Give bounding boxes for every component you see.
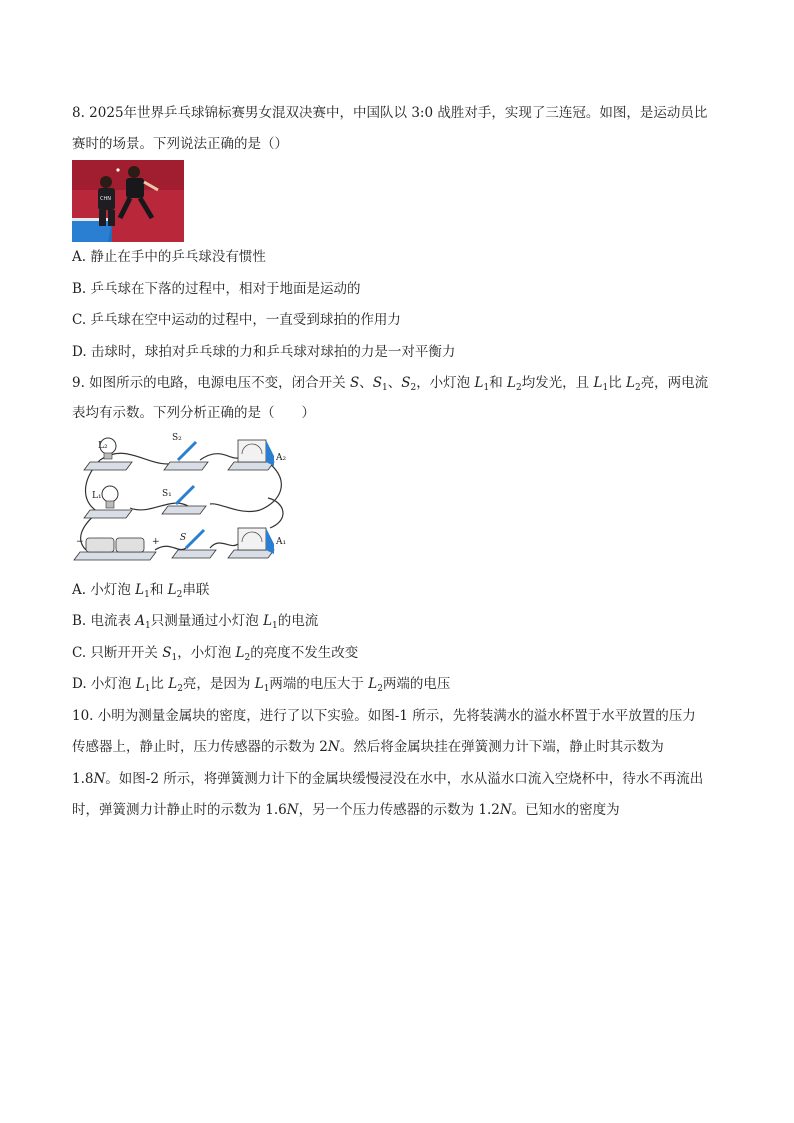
q10-line2: 传感器上，静止时，压力传感器的示数为 2N。然后将金属块挂在弹簧测力计下端，静止时其示数为 xyxy=(72,739,664,755)
label-plus: + xyxy=(152,537,160,547)
q9-option-b: B. 电流表 $A_1$只测量通过小灯泡 $L_1$的电流 xyxy=(72,613,319,631)
q8-table-tennis-photo xyxy=(72,160,184,242)
label-A2: A₂ xyxy=(276,453,287,463)
q9-circuit-diagram xyxy=(70,432,300,562)
label-L1: L₁ xyxy=(92,491,102,501)
label-S2: S₂ xyxy=(172,433,182,443)
q9-option-a: A. 小灯泡 $L_1$和 $L_2$串联 xyxy=(72,582,210,600)
label-S: S xyxy=(180,533,187,543)
label-S1: S₁ xyxy=(162,489,172,499)
q10-line1: 10. 小明为测量金属块的密度，进行了以下实验。如图-1 所示，先将装满水的溢水杯置于水平放置的压力 xyxy=(72,708,696,724)
q8-option-b: B. 乒乓球在下落的过程中，相对于地面是运动的 xyxy=(72,281,361,297)
q10-line3: 1.8N。如图-2 所示，将弹簧测力计下的金属块缓慢浸没在水中，水从溢水口流入空烧杯中，待水不再流出 xyxy=(72,771,704,787)
q9-stem-line2: 表均有示数。下列分析正确的是（ ） xyxy=(72,405,315,421)
q8-stem-line2: 赛时的场景。下列说法正确的是（） xyxy=(72,136,288,152)
q8-jersey-text: CHN xyxy=(100,196,111,202)
q8-option-d: D. 击球时，球拍对乒乓球的力和乒乓球对球拍的力是一对平衡力 xyxy=(72,344,456,360)
q10-line4: 时，弹簧测力计静止时的示数为 1.6N，另一个压力传感器的示数为 1.2N。已知水的密度为 xyxy=(72,802,620,818)
label-A1: A₁ xyxy=(276,537,287,547)
q8-stem-line1: 8. 2025年世界乒乓球锦标赛男女混双决赛中，中国队以 3:0 战胜对手，实现了三连冠。如图，是运动员比 xyxy=(72,105,708,121)
label-minus: − xyxy=(76,537,84,547)
q9-option-c: C. 只断开开关 $S_1$，小灯泡 $L_2$的亮度不发生改变 xyxy=(72,645,359,663)
label-L2: L₂ xyxy=(98,441,108,451)
q9-stem-line1: 9. 如图所示的电路，电源电压不变，闭合开关 S、$S_1$、$S_2$，小灯泡 $L_1$和 $L_2$均发光，且 $L_1$比 $L_2$亮，两电流 xyxy=(72,375,709,393)
q8-option-c: C. 乒乓球在空中运动的过程中，一直受到球拍的作用力 xyxy=(72,312,401,328)
q9-option-d: D. 小灯泡 $L_1$比 $L_2$亮，是因为 $L_1$两端的电压大于 $L_2$两端的电压 xyxy=(72,676,451,694)
q8-option-a: A. 静止在手中的乒乓球没有惯性 xyxy=(72,249,266,265)
